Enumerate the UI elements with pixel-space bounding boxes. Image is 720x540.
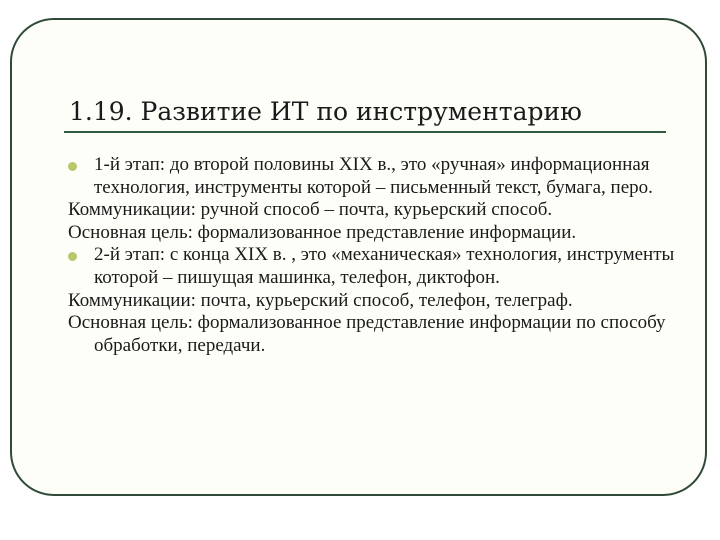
bullet-text: 1-й этап: до второй половины XIX в., это «ручная» информационная технология, инструменты которой – письменный текст, бумага, перо.: [94, 154, 653, 198]
slide-title: 1.19. Развитие ИТ по инструментарию: [69, 97, 582, 126]
goal-line-2: Основная цель: формализованное представление информации по способу обработки, передачи.: [68, 312, 666, 356]
bullet-dot-icon: [68, 162, 77, 171]
title-divider: [64, 131, 666, 133]
goal-line-1: Основная цель: формализованное представление информации.: [68, 221, 577, 243]
communications-line-1: Коммуникации: ручной способ – почта, курьерский способ.: [68, 199, 553, 221]
bullet-item-stage-2: [68, 244, 678, 289]
bullet-item-stage-1: [68, 154, 678, 199]
bullet-dot-icon: [68, 252, 77, 261]
slide-content: [68, 154, 678, 357]
bullet-text: 2-й этап: с конца XIX в. , это «механическая» технология, инструменты которой – пишущая машинка, телефон, диктофон.: [94, 244, 675, 288]
communications-line-2: Коммуникации: почта, курьерский способ, телефон, телеграф.: [68, 289, 573, 311]
